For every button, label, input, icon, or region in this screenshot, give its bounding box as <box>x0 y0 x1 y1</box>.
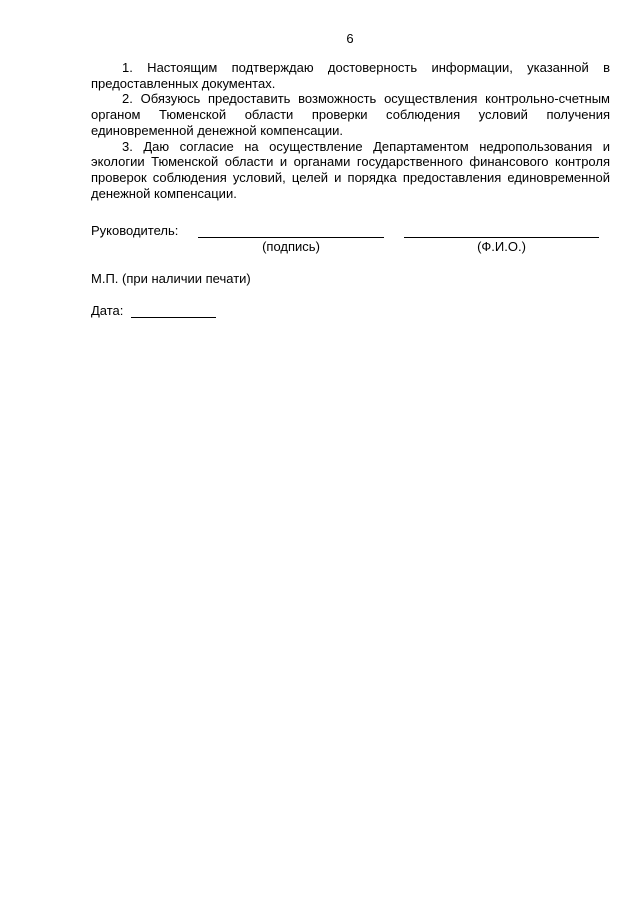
stamp-note: М.П. (при наличии печати) <box>91 271 251 286</box>
paragraph-audit-obligation: 2. Обязуюсь предоставить возможность осуществления контрольно-счетным органом Тюменской области проверки соблюдения условий получения единовременной денежной компенсации. <box>91 91 610 138</box>
signature-caption: (подпись) <box>262 239 320 254</box>
full-name-line <box>404 237 599 238</box>
paragraph-consent: 3. Даю согласие на осуществление Департаментом недропользования и экологии Тюменской области и органами государственного финансового контроля проверок соблюдения условий, целей и порядка предоставления единовременной денежной компенсации. <box>91 138 610 201</box>
page-number: 6 <box>346 31 354 46</box>
full-name-caption: (Ф.И.О.) <box>477 239 526 254</box>
signature-block <box>91 223 611 257</box>
statement-text <box>91 60 610 201</box>
signature-line <box>198 237 384 238</box>
paragraph-confirmation: 1. Настоящим подтверждаю достоверность информации, указанной в предоставленных документах. <box>91 60 610 91</box>
date-label: Дата: <box>91 303 124 318</box>
date-block <box>91 303 291 321</box>
date-line <box>131 317 216 318</box>
signatory-label: Руководитель: <box>91 223 179 238</box>
